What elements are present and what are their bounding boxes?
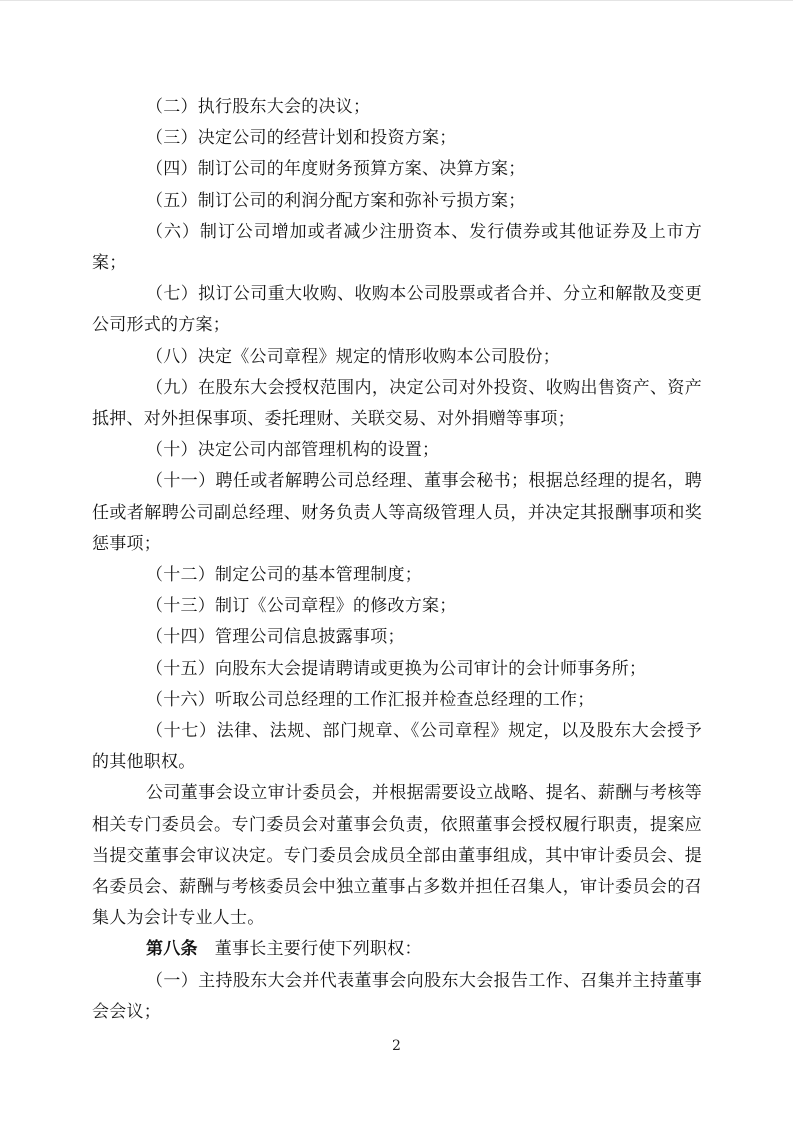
- paragraph: 公司董事会设立审计委员会，并根据需要设立战略、提名、薪酬与考核等相关专门委员会。专门委员会对董事会负责，依照董事会授权履行职责，提案应当提交董事会审议决定。专门委员会成员全部由董事组成，其中审计委员会、提名委员会、薪酬与考核委员会中独立董事占多数并担任召集人，审计委员会的召集人为会计专业人士。: [92, 783, 702, 929]
- page-top-edge: [0, 0, 793, 1]
- clause-paragraph: [92, 934, 702, 965]
- paragraph: （一）主持股东大会并代表董事会向股东大会报告工作、召集并主持董事会会议；: [92, 970, 702, 1022]
- paragraph: （六）制订公司增加或者减少注册资本、发行债券或其他证券及上市方案；: [92, 221, 702, 274]
- paragraph: （十三）制订《公司章程》的修改方案；: [146, 596, 457, 617]
- paragraph: （二）执行股东大会的决议；: [146, 97, 371, 117]
- paragraph: （十五）向股东大会提请聘请或更换为公司审计的会计师事务所；: [146, 658, 647, 679]
- page-number: 2: [392, 1038, 401, 1054]
- paragraph: （五）制订公司的利润分配方案和弥补亏损方案；: [146, 190, 526, 211]
- paragraph: （十六）听取公司总经理的工作汇报并检查总经理的工作；: [146, 689, 595, 710]
- paragraph: （十一）聘任或者解聘公司总经理、董事会秘书；根据总经理的提名，聘任或者解聘公司副总经理、财务负责人等高级管理人员，并决定其报酬事项和奖惩事项；: [92, 471, 702, 554]
- paragraph: （三）决定公司的经营计划和投资方案；: [146, 128, 457, 149]
- paragraph: （十）决定公司内部管理机构的设置；: [146, 440, 440, 461]
- paragraph: （十七）法律、法规、部门规章、《公司章程》规定，以及股东大会授予的其他职权。: [92, 721, 702, 773]
- paragraph: （四）制订公司的年度财务预算方案、决算方案；: [146, 159, 526, 180]
- paragraph: （十二）制定公司的基本管理制度；: [146, 565, 422, 586]
- paragraph: （十四）管理公司信息披露事项；: [146, 627, 405, 648]
- clause-text: 董事长主要行使下列职权：: [214, 939, 422, 960]
- paragraph: （八）决定《公司章程》规定的情形收购本公司股份；: [146, 346, 560, 367]
- paragraph: （九）在股东大会授权范围内，决定公司对外投资、收购出售资产、资产抵押、对外担保事项、委托理财、关联交易、对外捐赠等事项；: [92, 377, 702, 430]
- paragraph: （七）拟订公司重大收购、收购本公司股票或者合并、分立和解散及变更公司形式的方案；: [92, 284, 702, 336]
- document-body: [92, 92, 702, 1028]
- page-footer: [0, 1037, 793, 1055]
- clause-label: 第八条: [146, 939, 198, 960]
